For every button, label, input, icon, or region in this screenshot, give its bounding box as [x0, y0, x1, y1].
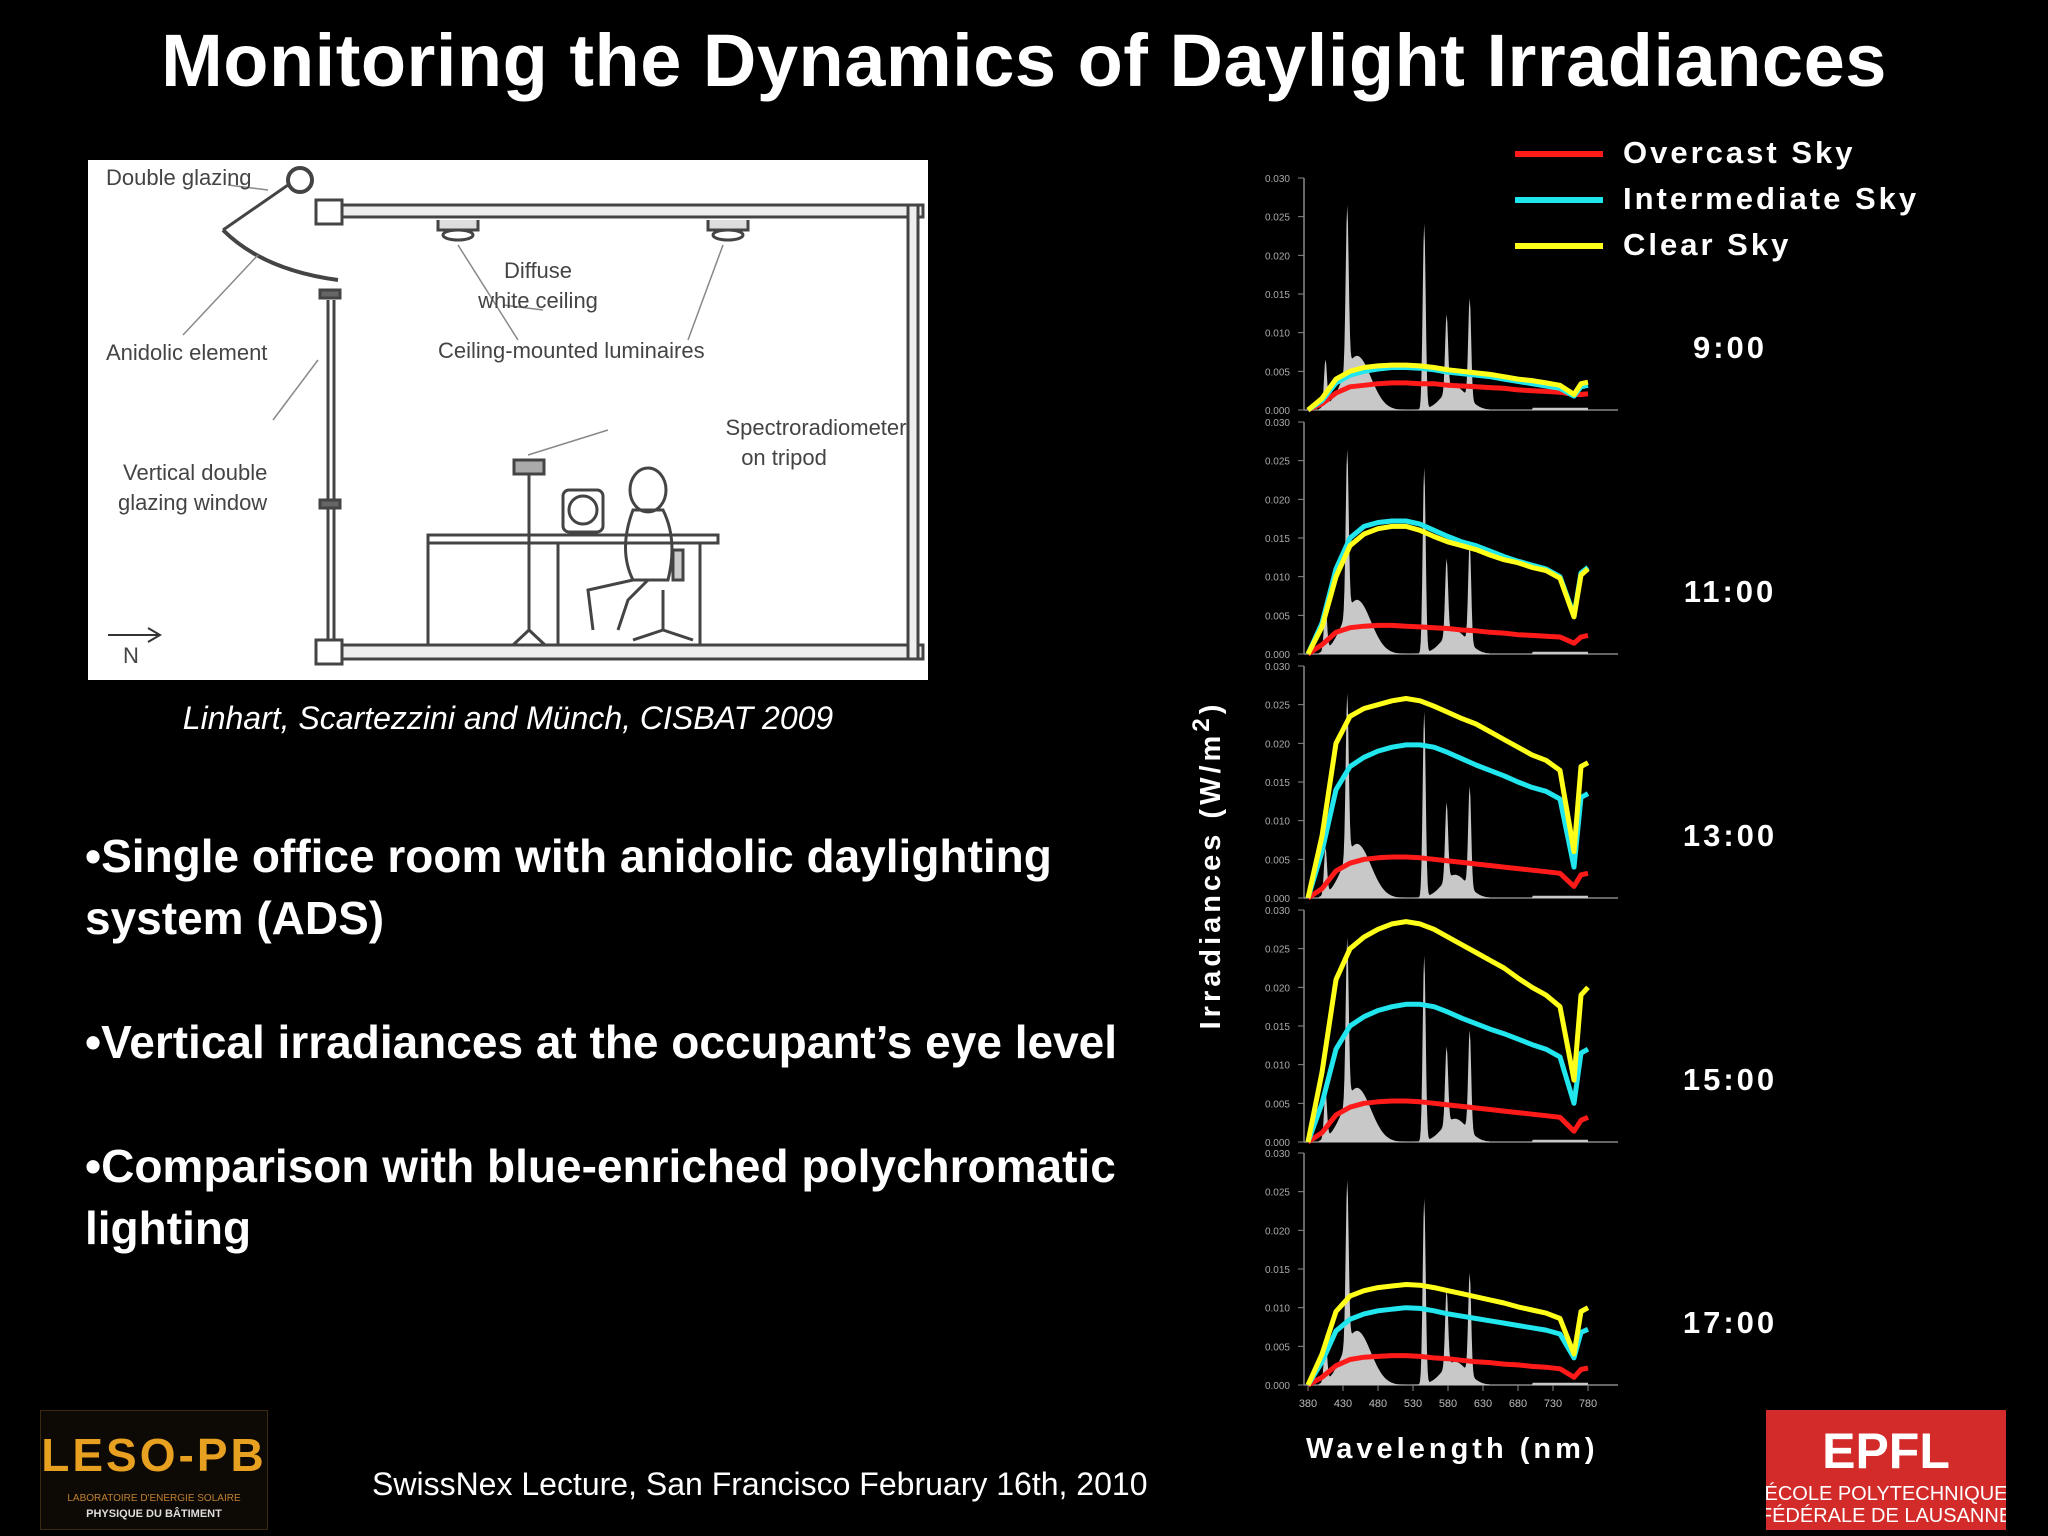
label-north: N: [123, 643, 139, 668]
y-tick-label-1-1: 0.005: [1264, 611, 1290, 623]
series-line-4-0: [1308, 1356, 1588, 1385]
y-tick-label-3-4: 0.020: [1264, 983, 1290, 995]
y-tick-label-1-0: 0.000: [1264, 650, 1290, 661]
leso-logo-main: LESO-PB: [41, 1429, 267, 1481]
time-label-1: 11:00: [1683, 574, 1777, 609]
room-diagram-drawing: [88, 160, 928, 680]
y-tick-label-3-3: 0.015: [1264, 1022, 1290, 1033]
legend-label-intermediate: Intermediate Sky: [1623, 181, 1920, 216]
y-axis-label: Irradiances $(W/m^2)$: [1188, 700, 1227, 1030]
slide-title: Monitoring the Dynamics of Daylight Irradiances: [161, 19, 1887, 102]
leso-logo-line2: PHYSIQUE DU BÂTIMENT: [86, 1508, 222, 1520]
lamp-spectrum-3: [1319, 937, 1589, 1142]
label-window-2: glazing window: [118, 490, 268, 515]
lamp-spectrum-1: [1319, 449, 1589, 654]
series-line-1-1: [1308, 521, 1588, 654]
x-tick-label-0: 380: [1298, 1398, 1318, 1410]
lamp-spectrum-0: [1319, 205, 1589, 410]
y-tick-label-2-0: 0.000: [1264, 894, 1290, 905]
x-tick-label-2: 480: [1368, 1398, 1388, 1410]
x-tick-label-8: 780: [1578, 1398, 1598, 1410]
label-anidolic: Anidolic element: [106, 340, 268, 365]
label-diffuse-1: Diffuse: [503, 258, 573, 283]
lamp-spectrum-4: [1319, 1180, 1589, 1385]
label-diffuse-2: white ceiling: [478, 288, 598, 313]
bullet-2: •Vertical irradiances at the occupant’s eye level: [85, 1016, 1118, 1068]
label-window-1: Vertical double: [123, 460, 268, 485]
bullet-list: [85, 825, 1135, 1321]
y-tick-label-2-4: 0.020: [1264, 739, 1290, 751]
x-axis-label: Wavelength (nm): [1306, 1433, 1599, 1465]
series-line-0-1: [1308, 368, 1588, 411]
epfl-logo-main: EPFL: [1822, 1423, 1950, 1479]
y-tick-label-0-0: 0.000: [1264, 406, 1290, 417]
x-tick-label-4: 580: [1438, 1398, 1458, 1410]
series-line-1-2: [1308, 526, 1588, 654]
y-tick-label-3-5: 0.025: [1264, 944, 1290, 956]
legend-swatch-overcast: [1515, 151, 1603, 157]
time-label-3: 15:00: [1682, 1062, 1778, 1097]
legend-swatch-clear: [1515, 243, 1603, 249]
series-line-1-0: [1308, 625, 1588, 654]
bullet-3: •Comparison with blue-enriched polychromatic lighting: [85, 1140, 1116, 1254]
series-line-4-2: [1308, 1285, 1588, 1386]
y-tick-label-4-0: 0.000: [1264, 1381, 1290, 1392]
time-label-4: 17:00: [1682, 1305, 1778, 1340]
x-tick-label-1: 430: [1333, 1398, 1353, 1410]
x-tick-label-6: 680: [1508, 1398, 1528, 1410]
y-tick-label-1-6: 0.030: [1264, 418, 1290, 429]
footer-text: SwissNex Lecture, San Francisco February 16th, 2010: [372, 1466, 1148, 1502]
series-line-2-2: [1308, 699, 1588, 899]
y-tick-label-3-0: 0.000: [1264, 1138, 1290, 1149]
lamp-spectrum-2: [1319, 693, 1589, 898]
series-line-3-2: [1308, 922, 1588, 1142]
y-tick-label-3-2: 0.010: [1264, 1060, 1290, 1072]
label-spectro-1: Spectroradiometer: [725, 415, 907, 440]
y-tick-label-0-3: 0.015: [1264, 290, 1290, 301]
series-line-4-1: [1308, 1308, 1588, 1385]
time-label-0: 9:00: [1692, 330, 1768, 365]
y-tick-label-0-6: 0.030: [1264, 174, 1290, 185]
y-tick-label-1-4: 0.020: [1264, 495, 1290, 507]
y-tick-label-4-1: 0.005: [1264, 1342, 1290, 1354]
epfl-logo: [1766, 1410, 2006, 1530]
y-tick-label-4-5: 0.025: [1264, 1187, 1290, 1199]
y-tick-label-4-4: 0.020: [1264, 1226, 1290, 1238]
y-tick-label-3-1: 0.005: [1264, 1099, 1290, 1111]
series-line-0-2: [1308, 365, 1588, 410]
leso-logo-line1: LABORATOIRE D'ENERGIE SOLAIRE: [67, 1493, 241, 1504]
y-tick-label-0-5: 0.025: [1264, 212, 1290, 224]
epfl-logo-line2: FÉDÉRALE DE LAUSANNE: [1766, 1505, 2006, 1527]
y-tick-label-4-6: 0.030: [1264, 1149, 1290, 1160]
legend-swatch-intermediate: [1515, 197, 1603, 203]
y-tick-label-2-2: 0.010: [1264, 816, 1290, 828]
y-tick-label-2-1: 0.005: [1264, 855, 1290, 867]
leso-pb-logo: [40, 1410, 268, 1530]
y-tick-label-0-2: 0.010: [1264, 328, 1290, 340]
y-tick-label-1-5: 0.025: [1264, 456, 1290, 468]
label-double-glazing: Double glazing: [106, 165, 252, 190]
legend-label-clear: Clear Sky: [1623, 227, 1792, 262]
label-spectro-2: on tripod: [741, 445, 827, 470]
y-tick-label-0-1: 0.005: [1264, 367, 1290, 379]
y-tick-label-4-2: 0.010: [1264, 1303, 1290, 1315]
series-line-3-1: [1308, 1004, 1588, 1142]
series-line-3-0: [1308, 1101, 1588, 1142]
y-tick-label-2-5: 0.025: [1264, 700, 1290, 712]
y-tick-label-3-6: 0.030: [1264, 906, 1290, 917]
y-tick-label-4-3: 0.015: [1264, 1265, 1290, 1276]
citation: Linhart, Scartezzini and Münch, CISBAT 2009: [182, 700, 834, 736]
y-tick-label-2-6: 0.030: [1264, 662, 1290, 673]
x-tick-label-7: 730: [1543, 1398, 1563, 1410]
x-tick-label-5: 630: [1473, 1398, 1493, 1410]
y-tick-label-1-3: 0.015: [1264, 534, 1290, 545]
y-tick-label-2-3: 0.015: [1264, 778, 1290, 789]
bullet-1: •Single office room with anidolic daylighting system (ADS): [85, 830, 1052, 944]
time-label-2: 13:00: [1682, 818, 1778, 853]
epfl-logo-line1: ÉCOLE POLYTECHNIQUE: [1766, 1483, 2006, 1505]
y-tick-label-1-2: 0.010: [1264, 572, 1290, 584]
legend-label-overcast: Overcast Sky: [1623, 135, 1856, 170]
series-line-2-0: [1308, 857, 1588, 898]
y-tick-label-0-4: 0.020: [1264, 251, 1290, 263]
series-line-2-1: [1308, 745, 1588, 898]
label-luminaires: Ceiling-mounted luminaires: [438, 338, 705, 363]
x-tick-label-3: 530: [1403, 1398, 1423, 1410]
room-diagram: [88, 160, 928, 680]
series-line-0-0: [1308, 383, 1588, 410]
